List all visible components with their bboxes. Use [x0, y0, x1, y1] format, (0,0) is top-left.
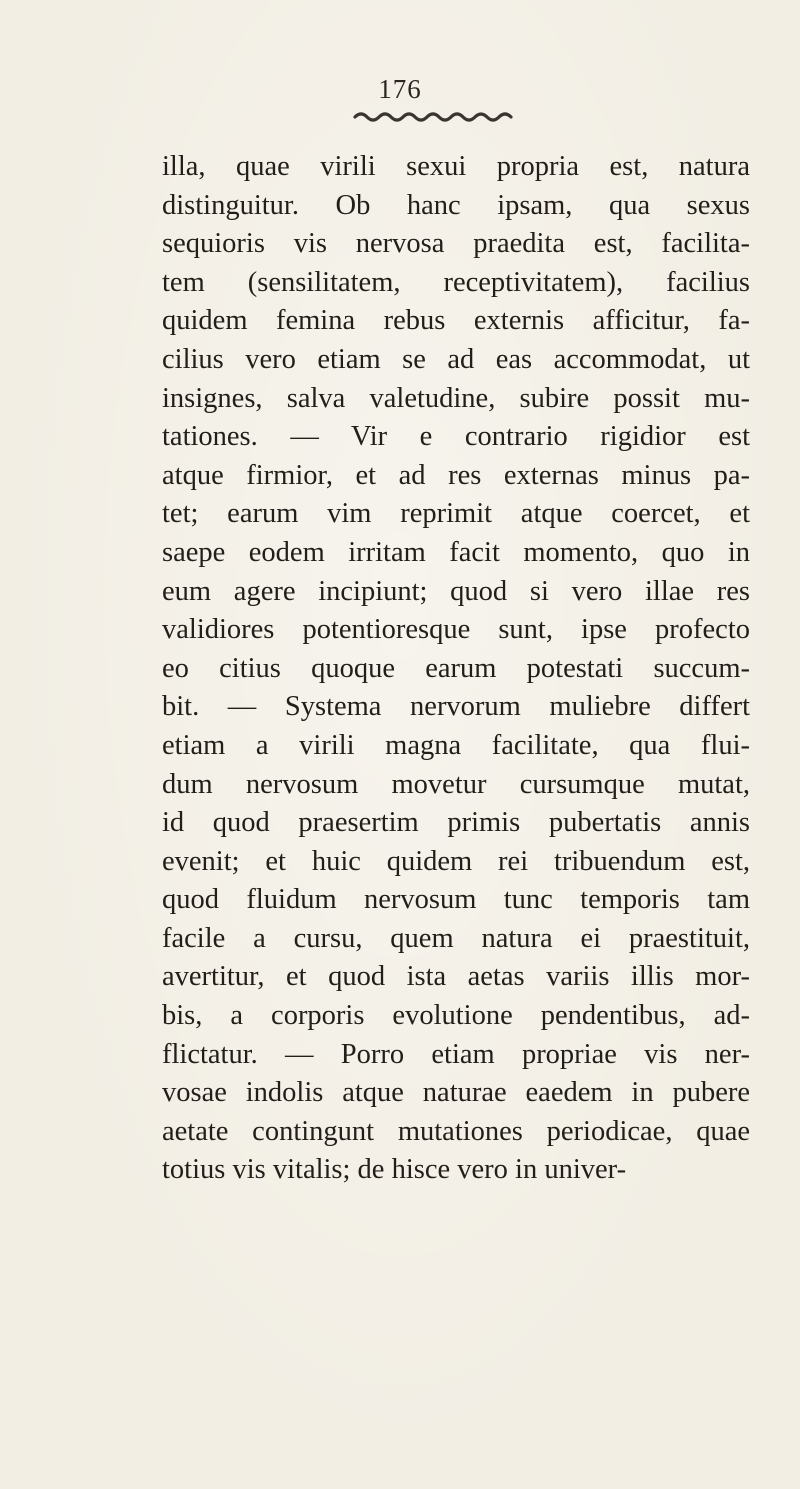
- text-line: evenit; et huic quidem rei tribuendum est,: [162, 845, 750, 877]
- text-line: saepe eodem irritam facit momento, quo in: [162, 536, 750, 568]
- text-line: quod fluidum nervosum tunc temporis tam: [162, 884, 750, 916]
- text-line: vosae indolis atque naturae eaedem in pubere: [162, 1077, 750, 1109]
- body-text: [162, 148, 762, 1190]
- text-line: validiores potentioresque sunt, ipse profecto: [162, 614, 750, 646]
- text-line: tationes. — Vir e contrario rigidior est: [162, 421, 750, 453]
- text-line: cilius vero etiam se ad eas accommodat, ut: [162, 343, 750, 375]
- text-line: tem (sensilitatem, receptivitatem), facilius: [162, 266, 750, 298]
- text-line: distinguitur. Ob hanc ipsam, qua sexus: [162, 189, 750, 221]
- text-line: bis, a corporis evolutione pendentibus, ad-: [162, 1000, 750, 1032]
- text-line: id quod praesertim primis pubertatis annis: [162, 807, 750, 839]
- text-line: facile a cursu, quem natura ei praestituit,: [162, 922, 750, 954]
- text-line: sequioris vis nervosa praedita est, facilita-: [162, 228, 750, 260]
- text-line: dum nervosum movetur cursumque mutat,: [162, 768, 750, 800]
- text-line: insignes, salva valetudine, subire possit mu-: [162, 382, 750, 414]
- text-line: illa, quae virili sexui propria est, natura: [162, 151, 750, 182]
- text-line: tet; earum vim reprimit atque coercet, et: [162, 498, 750, 530]
- ornament-rule-icon: [353, 110, 513, 124]
- text-line: eo citius quoque earum potestati succum-: [162, 652, 750, 684]
- text-line: etiam a virili magna facilitate, qua flui-: [162, 729, 750, 761]
- text-line: bit. — Systema nervorum muliebre differt: [162, 691, 750, 723]
- text-line: atque firmior, et ad res externas minus pa-: [162, 459, 750, 491]
- text-line: avertitur, et quod ista aetas variis illis mor-: [162, 961, 750, 993]
- text-line: aetate contingunt mutationes periodicae, quae: [162, 1115, 750, 1147]
- text-line: quidem femina rebus externis afficitur, fa-: [162, 305, 750, 337]
- text-line: eum agere incipiunt; quod si vero illae res: [162, 575, 750, 607]
- page-number: 176: [378, 74, 422, 104]
- text-line: totius vis vitalis; de hisce vero in univer-: [162, 1154, 627, 1186]
- text-line: flictatur. — Porro etiam propriae vis ner-: [162, 1038, 750, 1070]
